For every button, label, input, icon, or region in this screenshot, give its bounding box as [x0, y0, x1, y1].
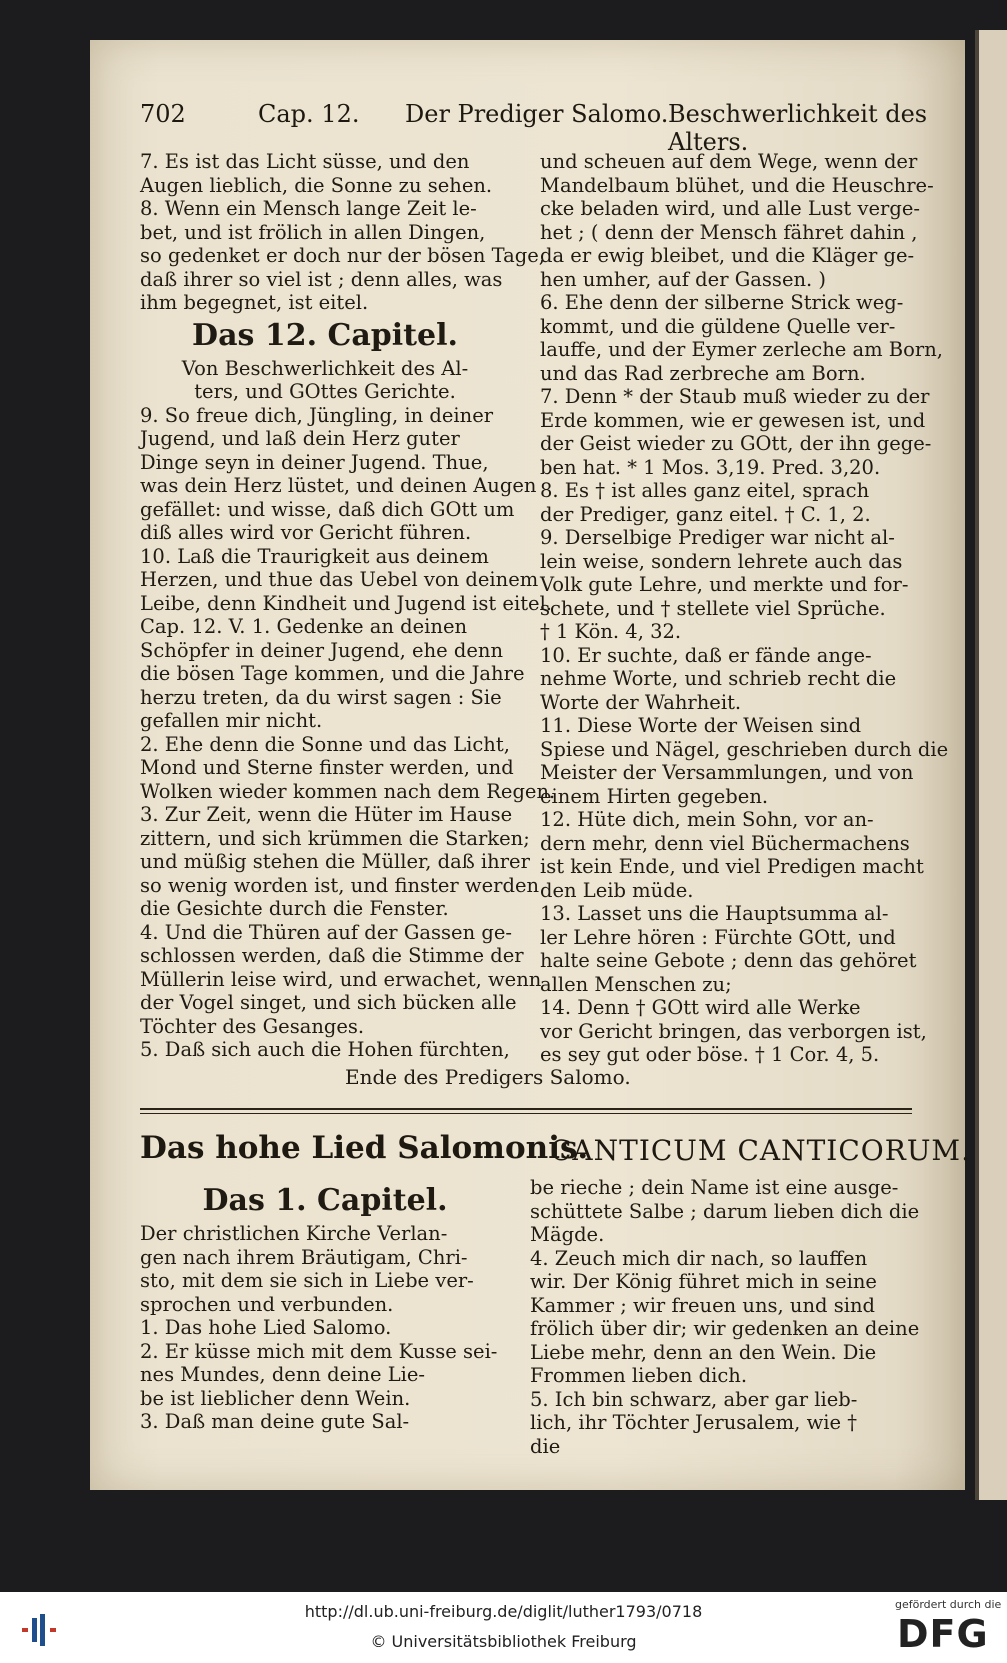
- text-line: nes Mundes, denn deine Lie-: [140, 1363, 426, 1386]
- text-line: Erde kommen, wie er gewesen ist, und: [540, 408, 926, 432]
- text-line: schüttete Salbe ; darum lieben dich die: [530, 1199, 920, 1223]
- text-line: cke beladen wird, und alle Lust verge-: [540, 197, 920, 220]
- text-line: gefallen mir nicht.: [140, 709, 323, 732]
- divider-rule: [140, 1108, 912, 1110]
- text-line: 7. Es ist das Licht süsse, und den: [140, 150, 470, 173]
- text-line: kommt, und die güldene Quelle ver-: [540, 314, 896, 338]
- source-url[interactable]: http://dl.ub.uni-freiburg.de/diglit/luther1793/0718: [304, 1602, 703, 1621]
- text-line: het ; ( denn der Mensch fähret dahin ,: [540, 220, 918, 244]
- running-header: [140, 100, 930, 156]
- text-line: 8. Wenn ein Mensch lange Zeit le-: [140, 197, 477, 220]
- text-line: herzu treten, da du wirst sagen : Sie: [140, 685, 502, 709]
- text-line: be rieche ; dein Name ist eine ausge-: [530, 1176, 899, 1199]
- text-line: Müllerin leise wird, und erwachet, wenn: [140, 967, 542, 991]
- text-line: Mägde.: [530, 1223, 605, 1246]
- right-column: [540, 150, 949, 1067]
- text-line: 2. Ehe denn die Sonne und das Licht,: [140, 732, 510, 756]
- text-line: die: [530, 1434, 561, 1458]
- dfg-logo: DFG: [897, 1612, 989, 1656]
- text-line: 5. Daß sich auch die Hohen fürchten,: [140, 1038, 510, 1061]
- right-column-2: [530, 1176, 920, 1458]
- text-line: hen umher, auf der Gassen. ): [540, 267, 827, 291]
- text-line: Leibe, denn Kindheit und Jugend ist eitel.: [140, 591, 553, 615]
- divider-rule-thin: [140, 1113, 912, 1114]
- text-line: lein weise, sondern lehrete auch das: [540, 549, 903, 573]
- text-line: ihm begegnet, ist eitel.: [140, 291, 369, 314]
- funding-note: gefördert durch die: [895, 1598, 1002, 1611]
- text-line: be ist lieblicher denn Wein.: [140, 1386, 411, 1410]
- next-page-edge: [975, 30, 1007, 1500]
- text-line: Schöpfer in deiner Jugend, ehe denn: [140, 638, 504, 662]
- footer-bar: [0, 1592, 1007, 1663]
- text-line: 11. Diese Worte der Weisen sind: [540, 714, 862, 737]
- text-line: Kammer ; wir freuen uns, und sind: [530, 1293, 875, 1317]
- text-line: und das Rad zerbreche am Born.: [540, 361, 866, 385]
- text-line: 6. Ehe denn der silberne Strick weg-: [540, 291, 904, 314]
- text-line: frölich über dir; wir gedenken an deine: [530, 1317, 920, 1340]
- text-line: den Leib müde.: [540, 878, 694, 902]
- text-line: 9. Derselbige Prediger war nicht al-: [540, 526, 895, 549]
- text-line: was dein Herz lüstet, und deinen Augen: [140, 474, 537, 497]
- text-line: Herzen, und thue das Uebel von deinem: [140, 568, 539, 591]
- text-line: Worte der Wahrheit.: [540, 690, 742, 714]
- text-line: ist kein Ende, und viel Predigen macht: [540, 855, 924, 878]
- text-line: 3. Zur Zeit, wenn die Hüter im Hause: [140, 803, 513, 826]
- section-title: Das hohe Lied Salomonis.: [140, 1130, 589, 1166]
- text-line: Töchter des Gesanges.: [140, 1014, 365, 1038]
- end-line: Ende des Predigers Salomo.: [345, 1065, 631, 1089]
- text-line: 14. Denn † GOtt wird alle Werke: [540, 996, 861, 1019]
- text-line: gen nach ihrem Bräutigam, Chri-: [140, 1245, 468, 1269]
- text-line: diß alles wird vor Gericht führen.: [140, 521, 472, 544]
- chapter-heading-2: Das 1. Capitel.: [202, 1183, 448, 1218]
- text-line: Jugend, und laß dein Herz guter: [140, 427, 460, 450]
- chapter-ref: Cap. 12.: [258, 100, 360, 128]
- text-line: 10. Laß die Traurigkeit aus deinem: [140, 544, 489, 568]
- text-line: schlossen werden, daß die Stimme der: [140, 944, 524, 967]
- section-latin-title: CANTICUM CANTICORUM.: [550, 1134, 971, 1167]
- text-line: bet, und ist frölich in allen Dingen,: [140, 220, 486, 244]
- text-line: Der christlichen Kirche Verlan-: [140, 1222, 448, 1245]
- text-line: 10. Er suchte, daß er fände ange-: [540, 643, 872, 667]
- text-line: vor Gericht bringen, das verborgen ist,: [540, 1019, 927, 1043]
- text-line: die bösen Tage kommen, und die Jahre: [140, 662, 525, 685]
- book-title: Der Prediger Salomo.: [405, 100, 669, 128]
- text-line: sprochen und verbunden.: [140, 1292, 394, 1316]
- text-line: Wolken wieder kommen nach dem Regen.: [140, 779, 556, 803]
- text-line: da er ewig bleibet, und die Kläger ge-: [540, 244, 915, 267]
- text-line: schete, und † stellete viel Sprüche.: [540, 596, 886, 620]
- text-line: 4. Zeuch mich dir nach, so lauffen: [530, 1246, 868, 1270]
- text-line: 3. Daß man deine gute Sal-: [140, 1410, 410, 1433]
- text-line: 8. Es † ist alles ganz eitel, sprach: [540, 479, 870, 502]
- text-line: allen Menschen zu;: [540, 972, 732, 996]
- text-line: 2. Er küsse mich mit dem Kusse sei-: [140, 1339, 498, 1363]
- text-line: die Gesichte durch die Fenster.: [140, 897, 449, 920]
- text-line: Cap. 12. V. 1. Gedenke an deinen: [140, 615, 468, 638]
- text-line: es sey gut oder böse. † 1 Cor. 4, 5.: [540, 1043, 880, 1066]
- left-column-2: [140, 1180, 510, 1434]
- text-line: daß ihrer so viel ist ; denn alles, was: [140, 267, 503, 291]
- text-line: der Geist wieder zu GOtt, der ihn gege-: [540, 432, 932, 455]
- text-line: der Prediger, ganz eitel. † C. 1, 2.: [540, 502, 871, 526]
- text-line: Meister der Versammlungen, und von: [540, 761, 914, 784]
- left-column: [140, 150, 556, 1062]
- text-line: so gedenket er doch nur der bösen Tage,: [140, 244, 545, 267]
- topic-title: Beschwerlichkeit des Alters.: [668, 100, 928, 156]
- text-line: der Vogel singet, und sich bücken alle: [140, 991, 517, 1014]
- text-line: 13. Lasset uns die Hauptsumma al-: [540, 902, 889, 925]
- text-line: Frommen lieben dich.: [530, 1364, 748, 1387]
- text-line: Volk gute Lehre, und merkte und for-: [540, 573, 909, 596]
- text-line: Dinge seyn in deiner Jugend. Thue,: [140, 450, 489, 474]
- text-line: und müßig stehen die Müller, daß ihrer: [140, 850, 530, 873]
- text-line: Von Beschwerlichkeit des Al-: [181, 356, 469, 380]
- text-line: 4. Und die Thüren auf der Gassen ge-: [140, 920, 512, 944]
- text-line: 1. Das hohe Lied Salomo.: [140, 1316, 392, 1339]
- copyright: © Universitätsbibliothek Freiburg: [370, 1632, 637, 1651]
- text-line: Liebe mehr, denn an den Wein. Die: [530, 1340, 877, 1364]
- text-line: zittern, und sich krümmen die Starken;: [140, 826, 530, 850]
- text-line: 7. Denn * der Staub muß wieder zu der: [540, 385, 930, 408]
- text-line: Spiese und Nägel, geschrieben durch die: [540, 737, 949, 761]
- text-line: Augen lieblich, die Sonne zu sehen.: [140, 173, 493, 197]
- text-line: lich, ihr Töchter Jerusalem, wie †: [530, 1411, 857, 1434]
- text-line: ben hat. * 1 Mos. 3,19. Pred. 3,20.: [540, 455, 881, 479]
- page-number: 702: [140, 100, 186, 128]
- chapter-heading: Das 12. Capitel.: [192, 317, 458, 353]
- text-line: ler Lehre hören : Fürchte GOtt, und: [540, 925, 896, 949]
- text-line: so wenig worden ist, und finster werden: [140, 873, 540, 897]
- text-line: † 1 Kön. 4, 32.: [540, 620, 682, 643]
- text-line: 12. Hüte dich, mein Sohn, vor an-: [540, 808, 874, 831]
- text-line: einem Hirten gegeben.: [540, 784, 769, 808]
- text-line: nehme Worte, und schrieb recht die: [540, 667, 897, 690]
- text-line: 9. So freue dich, Jüngling, in deiner: [140, 403, 494, 427]
- text-line: wir. Der König führet mich in seine: [530, 1270, 877, 1293]
- text-line: sto, mit dem sie sich in Liebe ver-: [140, 1269, 474, 1292]
- text-line: gefället: und wisse, daß dich GOtt um: [140, 497, 515, 521]
- text-line: Mond und Sterne finster werden, und: [140, 756, 514, 779]
- text-line: 5. Ich bin schwarz, aber gar lieb-: [530, 1387, 858, 1411]
- text-line: lauffe, und der Eymer zerleche am Born,: [540, 338, 943, 361]
- text-line: Mandelbaum blühet, und die Heuschre-: [540, 173, 934, 197]
- text-line: und scheuen auf dem Wege, wenn der: [540, 150, 918, 173]
- text-line: halte seine Gebote ; denn das gehöret: [540, 949, 917, 972]
- text-line: dern mehr, denn viel Büchermachens: [540, 831, 910, 855]
- text-line: ters, und GOttes Gerichte.: [194, 380, 456, 403]
